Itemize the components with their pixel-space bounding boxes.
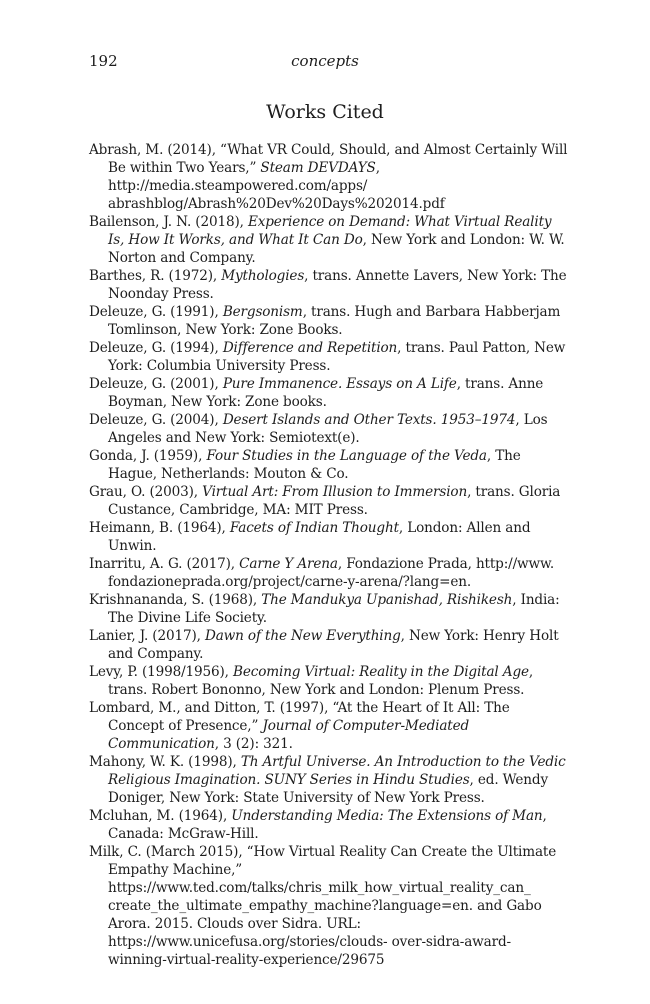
- reference-text: Mcluhan, M. (1964),: [89, 808, 232, 824]
- running-head: concepts: [291, 52, 359, 70]
- reference-text: , trans. Anne Boyman, New York: Zone books.: [108, 376, 548, 410]
- reference-text: Abrash, M. (2014), “What VR Could, Should, and Almost Certainly Will Be within Two Years,”: [89, 142, 572, 176]
- reference-title: Mythologies: [221, 268, 305, 284]
- reference-text: , London: Allen and Unwin.: [108, 520, 535, 554]
- reference-title: Th Artful Universe. An Introduction to the Vedic Religious Imagination. SUNY Series in Hindu Studies: [108, 754, 570, 788]
- reference-text: , Fondazione Prada, http://www. fondazioneprada.org/project/carne-y-arena/?lang=en.: [108, 556, 559, 590]
- reference-text: Mahony, W. K. (1998),: [89, 754, 241, 770]
- reference-title: Becoming Virtual: Reality in the Digital Age: [233, 664, 529, 680]
- reference-text: , trans. Hugh and Barbara Habberjam Tomlinson, New York: Zone Books.: [108, 304, 565, 338]
- reference-title: Desert Islands and Other Texts. 1953–1974: [222, 412, 516, 428]
- page-number: 192: [89, 52, 118, 70]
- reference-entry: [89, 303, 569, 339]
- reference-title: Carne Y Arena: [239, 556, 338, 572]
- reference-entry: [89, 375, 569, 411]
- reference-title: Bergsonism: [222, 304, 303, 320]
- reference-title: The Mandukya Upanishad, Rishikesh: [261, 592, 513, 608]
- reference-entry: [89, 141, 572, 213]
- reference-entry: [89, 339, 569, 375]
- reference-text: Deleuze, G. (1994),: [89, 340, 223, 356]
- reference-title: Facets of Indian Thought: [229, 520, 399, 536]
- reference-text: , trans. Paul Patton, New York: Columbia University Press.: [108, 340, 570, 374]
- reference-text: Heimann, B. (1964),: [89, 520, 230, 536]
- section-title: Works Cited: [266, 101, 384, 123]
- reference-title: Steam DEVDAYS: [260, 160, 376, 176]
- reference-text: Gonda, J. (1959),: [89, 448, 207, 464]
- reference-title: Virtual Art: From Illusion to Immersion: [202, 484, 468, 500]
- reference-text: , trans. Robert Bononno, New York and London: Plenum Press.: [108, 664, 538, 698]
- reference-entry: [89, 411, 569, 447]
- reference-entry: [89, 627, 569, 663]
- reference-title: Journal of Computer-Mediated Communication: [108, 718, 474, 752]
- reference-title: Four Studies in the Language of the Veda: [206, 448, 487, 464]
- reference-text: Bailenson, J. N. (2018),: [89, 214, 248, 230]
- reference-entry: [89, 447, 569, 483]
- reference-text: Inarritu, A. G. (2017),: [89, 556, 240, 572]
- reference-text: , http://media.steampowered.com/apps/ abrashblog/Abrash%20Dev%20Days%202014.pdf: [108, 160, 445, 212]
- reference-text: , ed. Wendy Doniger, New York: State University of New York Press.: [108, 772, 553, 806]
- reference-entry: [89, 267, 569, 303]
- reference-entry: [89, 843, 569, 969]
- reference-entry: [89, 699, 569, 753]
- reference-entry: [89, 213, 569, 267]
- reference-text: , India: The Divine Life Society.: [108, 592, 564, 626]
- reference-list: [89, 141, 572, 969]
- reference-title: Pure Immanence. Essays on A Life: [222, 376, 457, 392]
- reference-text: , trans. Annette Lavers, New York: The Noonday Press.: [108, 268, 571, 302]
- reference-entry: [89, 555, 569, 591]
- reference-text: Lanier, J. (2017),: [89, 628, 205, 644]
- reference-title: Dawn of the New Everything: [204, 628, 401, 644]
- reference-title: Understanding Media: The Extensions of Man: [231, 808, 543, 824]
- reference-text: Grau, O. (2003),: [89, 484, 203, 500]
- reference-text: , New York and London: W. W. Norton and Company.: [108, 232, 569, 266]
- reference-entry: [89, 663, 569, 699]
- reference-entry: [89, 519, 569, 555]
- reference-entry: [89, 483, 569, 519]
- reference-entry: [89, 807, 569, 843]
- reference-text: Deleuze, G. (2001),: [89, 376, 223, 392]
- reference-text: Milk, C. (March 2015), “How Virtual Reality Can Create the Ultimate Empathy Machine,” https://www.ted.com/talks/chris_milk_how_virtual_reality_can_ create_the_ultimate_empathy_machine?language=en. and Gabo Arora. 2015. Clouds over Sidra. URL: https://www.unicefusa.org/stories/clouds- over-sidra-award-winning-virtual-reality-experience/29675: [89, 844, 561, 968]
- reference-text: , Los Angeles and New York: Semiotext(e).: [108, 412, 552, 446]
- reference-text: , New York: Henry Holt and Company.: [108, 628, 563, 662]
- reference-title: Difference and Repetition: [222, 340, 398, 356]
- reference-title: Experience on Demand: What Virtual Reality Is, How It Works, and What It Can Do: [108, 214, 556, 248]
- reference-text: , The Hague, Netherlands: Mouton & Co.: [108, 448, 525, 482]
- reference-text: Deleuze, G. (1991),: [89, 304, 223, 320]
- reference-text: Krishnananda, S. (1968),: [89, 592, 262, 608]
- reference-entry: [89, 591, 569, 627]
- reference-text: Deleuze, G. (2004),: [89, 412, 223, 428]
- reference-text: Barthes, R. (1972),: [89, 268, 222, 284]
- reference-entry: [89, 753, 569, 807]
- reference-text: , 3 (2): 321.: [214, 736, 293, 752]
- reference-text: , trans. Gloria Custance, Cambridge, MA: MIT Press.: [108, 484, 565, 518]
- reference-text: Lombard, M., and Ditton, T. (1997), “At the Heart of It All: The Concept of Presence,”: [89, 700, 514, 734]
- reference-text: , Canada: McGraw-Hill.: [108, 808, 551, 842]
- reference-text: Levy, P. (1998/1956),: [89, 664, 234, 680]
